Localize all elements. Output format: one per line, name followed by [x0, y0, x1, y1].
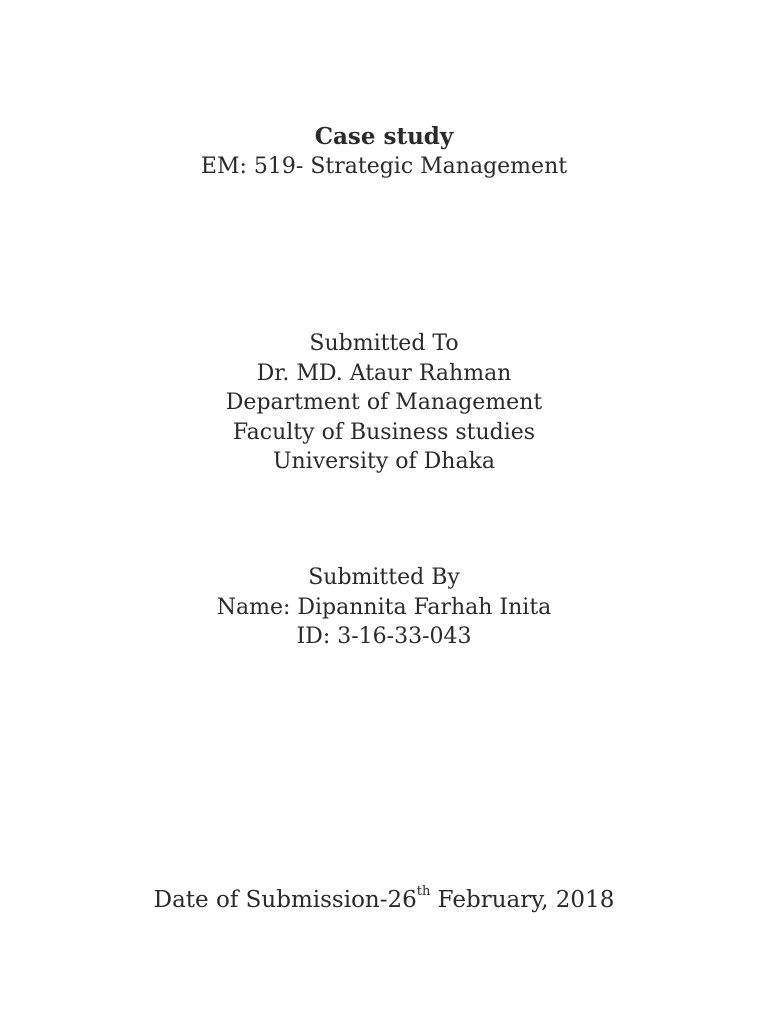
- document-title: Case study: [314, 123, 454, 150]
- submission-date-prefix: Date of Submission-26: [153, 887, 417, 913]
- submission-date-rest: February, 2018: [430, 887, 615, 913]
- title-section: [0, 122, 768, 181]
- submitted-by-heading: Submitted By: [308, 565, 460, 590]
- course-name: EM: 519- Strategic Management: [200, 153, 568, 179]
- recipient-faculty: Faculty of Business studies: [232, 419, 536, 445]
- recipient-department: Department of Management: [225, 390, 543, 415]
- student-id: ID: 3-16-33-043: [296, 624, 472, 649]
- submission-date: [0, 884, 768, 916]
- submitted-to-heading: Submitted To: [309, 331, 459, 356]
- submission-date-section: [0, 884, 768, 916]
- recipient-university: University of Dhaka: [272, 449, 496, 474]
- submission-date-ordinal: th: [416, 884, 431, 900]
- recipient-name: Dr. MD. Ataur Rahman: [256, 360, 512, 386]
- submitted-by-section: [0, 563, 768, 652]
- submitted-to-section: [0, 329, 768, 477]
- student-name: Name: Dipannita Farhah Inita: [216, 594, 552, 620]
